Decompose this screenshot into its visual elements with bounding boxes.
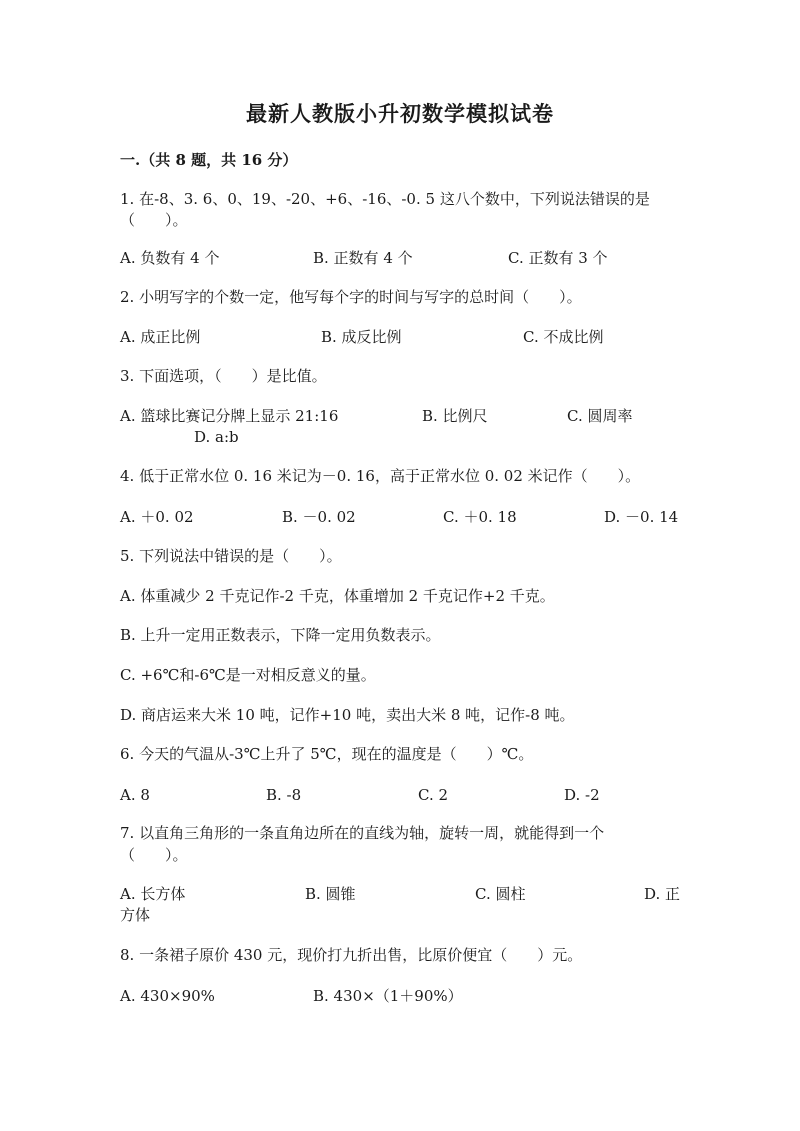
question-7-text-wrap: （ ）。 (120, 846, 188, 864)
question-4-option-a: A. ＋0. 02 (120, 508, 194, 526)
question-3-option-b: B. 比例尺 (422, 407, 488, 425)
question-3-option-c: C. 圆周率 (567, 407, 633, 425)
question-7-option-d: D. 正 (644, 885, 681, 903)
question-8-option-a: A. 430×90% (120, 987, 215, 1005)
question-2-text: 2. 小明写字的个数一定，他写每个字的时间与写字的总时间（ ）。 (120, 288, 582, 306)
question-7-option-c: C. 圆柱 (475, 885, 526, 903)
question-2-option-c: C. 不成比例 (523, 328, 604, 346)
page-title: 最新人教版小升初数学模拟试卷 (246, 101, 554, 126)
question-7-option-b: B. 圆锥 (305, 885, 356, 903)
question-3-option-d: D. a:b (194, 428, 239, 446)
question-8-option-b: B. 430×（1＋90%） (313, 987, 463, 1005)
question-1-option-c: C. 正数有 3 个 (508, 249, 608, 267)
question-6-option-b: B. -8 (266, 786, 302, 804)
question-6-option-d: D. -2 (564, 786, 600, 804)
question-5-option-d: D. 商店运来大米 10 吨，记作+10 吨，卖出大米 8 吨，记作-8 吨。 (120, 706, 575, 724)
question-1-option-a: A. 负数有 4 个 (120, 249, 220, 267)
question-2-option-b: B. 成反比例 (321, 328, 402, 346)
question-1-text: 1. 在-8、3. 6、0、19、-20、+6、-16、-0. 5 这八个数中，下列说法错误的是 (120, 190, 650, 208)
question-2-option-a: A. 成正比例 (120, 328, 201, 346)
question-7-text: 7. 以直角三角形的一条直角边所在的直线为轴，旋转一周，就能得到一个 (120, 824, 605, 842)
question-8-text: 8. 一条裙子原价 430 元，现价打九折出售，比原价便宜（ ）元。 (120, 946, 583, 964)
question-5-text: 5. 下列说法中错误的是（ ）。 (120, 547, 342, 565)
question-7-option-a: A. 长方体 (120, 885, 186, 903)
question-1-option-b: B. 正数有 4 个 (313, 249, 413, 267)
question-3-option-a: A. 篮球比赛记分牌上显示 21:16 (120, 407, 339, 425)
question-5-option-a: A. 体重减少 2 千克记作-2 千克，体重增加 2 千克记作+2 千克。 (120, 587, 555, 605)
question-1-text-wrap: （ ）。 (120, 211, 188, 229)
question-4-option-c: C. ＋0. 18 (443, 508, 517, 526)
question-5-option-b: B. 上升一定用正数表示，下降一定用负数表示。 (120, 626, 441, 644)
question-4-text: 4. 低于正常水位 0. 16 米记为－0. 16，高于正常水位 0. 02 米记作（ ）。 (120, 467, 641, 485)
question-5-option-c: C. +6℃和-6℃是一对相反意义的量。 (120, 666, 376, 684)
question-4-option-d: D. －0. 14 (604, 508, 679, 526)
question-6-option-c: C. 2 (418, 786, 449, 804)
question-6-option-a: A. 8 (120, 786, 150, 804)
question-6-text: 6. 今天的气温从-3℃上升了 5℃，现在的温度是（ ）℃。 (120, 745, 534, 763)
question-7-option-d-wrap: 方体 (120, 906, 151, 924)
question-3-text: 3. 下面选项，（ ）是比值。 (120, 367, 327, 385)
question-4-option-b: B. －0. 02 (282, 508, 356, 526)
section-heading: 一.（共 8 题，共 16 分） (120, 151, 298, 169)
